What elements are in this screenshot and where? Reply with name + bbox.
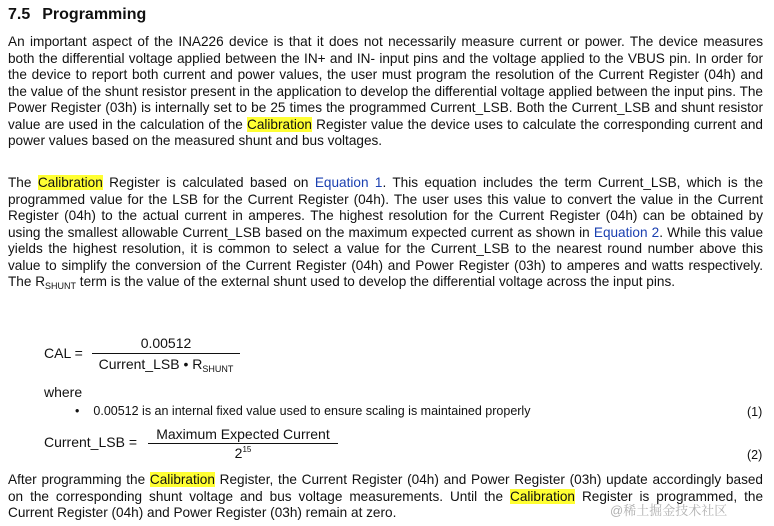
equation2-link[interactable]: Equation 2	[593, 224, 660, 240]
highlight-calibration: Calibration	[510, 488, 575, 504]
paragraph-intro	[8, 34, 763, 150]
equation1-lhs: CAL =	[44, 345, 83, 361]
para2-text-1: Register is calculated based on	[102, 175, 315, 190]
para2-text-0: The	[8, 175, 38, 190]
equation1-denominator-main: Current_LSB • R	[98, 356, 203, 372]
equation2-denominator	[148, 444, 338, 461]
equation2-fraction	[148, 426, 338, 461]
equation2-denominator-base: 2	[234, 445, 243, 461]
equation2-denominator-exp: 15	[242, 445, 252, 454]
para1-text-a: An important aspect of the INA226 device is that it does not necessarily measure current or power. The device measures both the differential voltage applied between the IN+ and IN- input pins and the voltage applied to the VBUS pin. In order for the device to report both current and power values, the user must program the resolution of the Current Register (04h) and the value of the shunt resistor present in the application to develop the differential voltage applied between the input pins. The Power Register (03h) is internally set to be 25 times the programmed Current_LSB. Both the Current_LSB and shunt resistor value are used in the calculation of the	[8, 34, 763, 132]
highlight-calibration: Calibration	[37, 175, 103, 190]
para2-text-4: term is the value of the external shunt used to develop the differential voltage across the input pins.	[76, 274, 676, 289]
rshunt-subscript: SHUNT	[45, 281, 77, 291]
equation1-numerator: 0.00512	[140, 335, 192, 351]
para2-text-2: . This equation includes the term Current_LSB, which is the programmed value for the LSB for the Current Register (04h). The user uses this value to convert the value in the Current Register (04h) to the actual current in amperes. The highest resolution for the Current Register (04h) can be obtained by using the smallest allowable Current_LSB based on the maximum expected current as shown in	[8, 175, 764, 240]
para3-text-2: Register is programmed, the Current Register (04h) and Power Register (03h) remain at zero.	[8, 488, 764, 520]
where-bullet-item	[75, 404, 530, 418]
equation1-fraction	[92, 335, 240, 372]
where-item-text: 0.00512 is an internal fixed value used to ensure scaling is maintained properly	[93, 404, 531, 418]
para1-text-b: Register value the device uses to calculate the corresponding current and power values based on the measured shunt and bus voltages.	[8, 116, 763, 148]
equation1-denominator-sub: SHUNT	[202, 364, 234, 374]
equation2-lhs: Current_LSB =	[44, 434, 137, 450]
para3-text-0: After programming the	[8, 472, 150, 487]
watermark: @稀土掘金技术社区	[610, 503, 728, 518]
highlight-calibration: Calibration	[149, 472, 215, 487]
equation1-link[interactable]: Equation 1	[314, 175, 383, 190]
equation2-numerator: Maximum Expected Current	[156, 426, 330, 442]
para2-text-3: . While this value yields the highest resolution, it is common to select a value for the Current_LSB to the nearest round number above this value to simplify the conversion of the Current Register (04h) and Power Register (03h) to amperes and watts respectively. The R	[8, 224, 764, 289]
equation1-number: (1)	[747, 405, 763, 419]
where-label: where	[44, 384, 83, 400]
highlight-calibration: Calibration	[247, 116, 312, 132]
equation1-denominator	[92, 354, 240, 372]
section-title: Programming	[42, 6, 147, 23]
para3-text-1: Register, the Current Register (04h) and Power Register (03h) update accordingly based on the corresponding shunt voltage and bus voltage measurements. Until the	[8, 472, 763, 504]
bullet-icon: •	[75, 404, 80, 418]
section-heading	[8, 6, 146, 24]
equation2-number: (2)	[747, 448, 763, 462]
paragraph-calibration	[8, 175, 763, 291]
section-number: 7.5	[8, 6, 31, 23]
